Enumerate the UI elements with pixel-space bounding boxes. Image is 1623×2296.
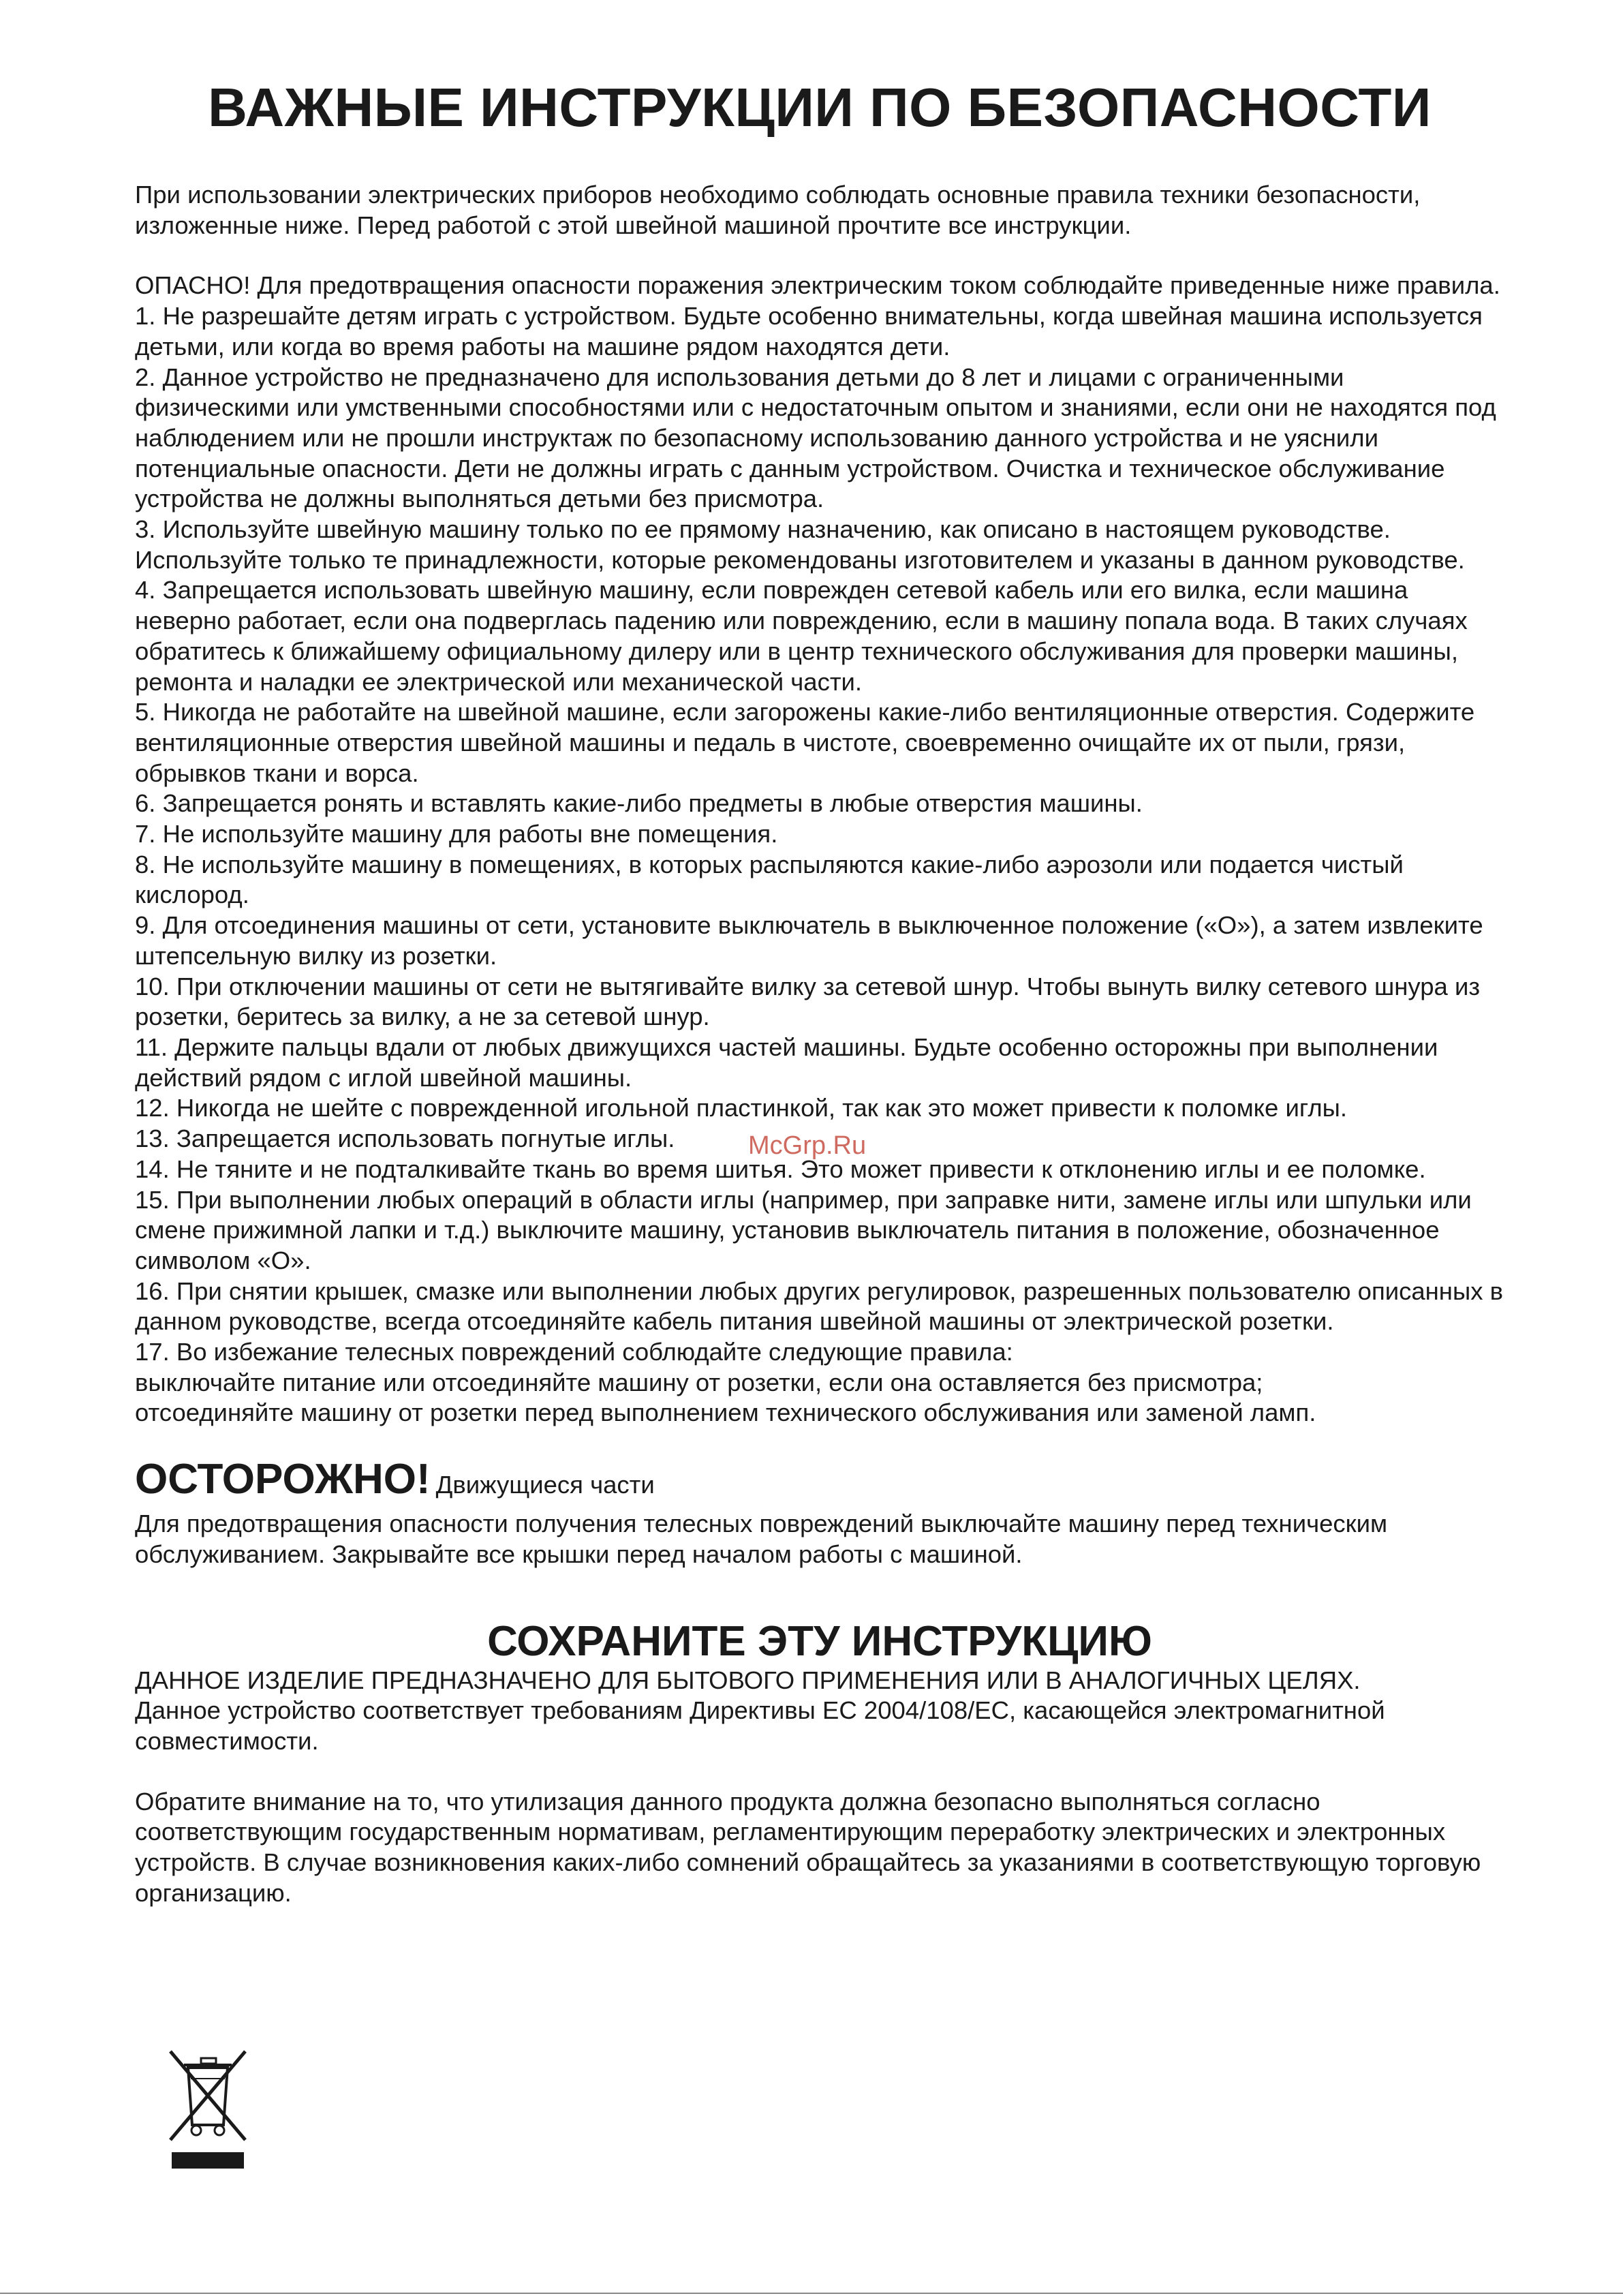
household-notice: ДАННОЕ ИЗДЕЛИЕ ПРЕДНАЗНАЧЕНО ДЛЯ БЫТОВОГО ПРИМЕНЕНИЯ ИЛИ В АНАЛОГИЧНЫХ ЦЕЛЯХ. xyxy=(135,1666,1361,1694)
safety-item-11: 11. Держите пальцы вдали от любых движущихся частей машины. Будьте особенно осторожны при выполнении действий рядом с иглой швейной машины. xyxy=(135,1032,1438,1092)
safety-item-13: 13. Запрещается использовать погнутые иглы. xyxy=(135,1124,675,1153)
page-title: ВАЖНЫЕ ИНСТРУКЦИИ ПО БЕЗОПАСНОСТИ xyxy=(208,77,1432,138)
safety-item-1: 1. Не разрешайте детям играть с устройством. Будьте особенно внимательны, когда швейная машина используется детьми, или когда во время работы на машине рядом находятся дети. xyxy=(135,302,1483,361)
safety-item-2: 2. Данное устройство не предназначено для использования детьми до 8 лет и лицами с ограниченными физическими или умственными способностями или с недостаточным опытом и знаниями, если они не находятся под наблюдением или не прошли инструктаж по безопасному использованию данного устройства и не уяснили потенциальные опасности. Дети не должны играть с данным устройством. Очистка и техническое обслуживание устройства не должны выполняться детьми без присмотра. xyxy=(135,363,1496,513)
safety-item-12: 12. Никогда не шейте с поврежденной игольной пластинкой, так как это может привести к поломке иглы. xyxy=(135,1094,1348,1122)
safety-item-9: 9. Для отсоединения машины от сети, установите выключатель в выключенное положение («O»), а затем извлеките штепсельную вилку из розетки. xyxy=(135,911,1483,970)
safety-item-17-rule-a: выключайте питание или отсоединяйте машину от розетки, если она оставляется без присмотра; xyxy=(135,1368,1263,1396)
disposal-notice: Обратите внимание на то, что утилизация данного продукта должна безопасно выполняться согласно соответствующим государственным нормативам, регламентирующим переработку электрических и электронных устройств. В случае возникновения каких-либо сомнений обращайтесь за указаниями в соответствующую торговую организацию. xyxy=(135,1787,1481,1907)
paragraph-gap xyxy=(135,1757,1504,1787)
safety-item-16: 16. При снятии крышек, смазке или выполнении любых других регулировок, разрешенных пользователю описанных в данном руководстве, всегда отсоединяйте кабель питания швейной машины от электрической розетки. xyxy=(135,1276,1503,1336)
document-body xyxy=(135,180,1504,1908)
safety-item-5: 5. Никогда не работайте на швейной машине, если загорожены какие-либо вентиляционные отверстия. Содержите вентиляционные отверстия швейной машины и педаль в чистоте, своевременно очищайте их от пыли, грязи, обрывков ткани и ворса. xyxy=(135,698,1475,787)
safety-item-4: 4. Запрещается использовать швейную машину, если поврежден сетевой кабель или его вилка, если машина неверно работает, если она подверглась падению или повреждению, если в машину попала вода. В таких случаях обратитесь к ближайшему официальному дилеру или в центр технического обслуживания для проверки машины, ремонта и наладки ее электрической или механической части. xyxy=(135,576,1468,696)
caution-label: ОСТОРОЖНО! xyxy=(135,1456,431,1503)
safety-item-3: 3. Используйте швейную машину только по ее прямому назначению, как описано в настоящем руководстве. Используйте только те принадлежности, которые рекомендованы изготовителем и указаны в данном руководстве. xyxy=(135,515,1465,574)
caution-heading xyxy=(135,1456,1504,1509)
document-page xyxy=(135,75,1504,1908)
caution-text: Для предотвращения опасности получения телесных повреждений выключайте машину перед техническим обслуживанием. Закрывайте все крышки перед началом работы с машиной. xyxy=(135,1510,1388,1568)
danger-intro: ОПАСНО! Для предотвращения опасности поражения электрическим током соблюдайте приведенные ниже правила. xyxy=(135,271,1500,300)
safety-item-6: 6. Запрещается ронять и вставлять какие-либо предметы в любые отверстия машины. xyxy=(135,789,1143,818)
save-instructions-title: СОХРАНИТЕ ЭТУ ИНСТРУКЦИЮ xyxy=(487,1617,1152,1665)
watermark: McGrp.Ru xyxy=(748,1131,867,1160)
safety-item-10: 10. При отключении машины от сети не вытягивайте вилку за сетевой шнур. Чтобы вынуть вилку сетевого шнура из розетки, беритесь за вилку, а не за сетевой шнур. xyxy=(135,972,1481,1031)
safety-item-7: 7. Не используйте машину для работы вне помещения. xyxy=(135,820,778,848)
crossed-out-wheelie-bin-icon xyxy=(164,2045,252,2171)
safety-item-14: 14. Не тяните и не подталкивайте ткань во время шитья. Это может привести к отклонению иглы и ее поломке. xyxy=(135,1154,1426,1183)
safety-item-8: 8. Не используйте машину в помещениях, в которых распыляются какие-либо аэрозоли или подается чистый кислород. xyxy=(135,850,1404,909)
caution-subtitle: Движущиеся части xyxy=(435,1471,655,1499)
safety-item-17-rule-b: отсоединяйте машину от розетки перед выполнением технического обслуживания или заменой ламп. xyxy=(135,1398,1316,1427)
paragraph-gap xyxy=(135,241,1504,271)
page-bottom-rule xyxy=(0,2293,1623,2294)
safety-item-17: 17. Во избежание телесных повреждений соблюдайте следующие правила: xyxy=(135,1338,1013,1366)
intro-paragraph: При использовании электрических приборов необходимо соблюдать основные правила техники безопасности, изложенные ниже. Перед работой с этой швейной машиной прочтите все инструкции. xyxy=(135,181,1421,239)
directive-notice: Данное устройство соответствует требованиям Директивы ЕС 2004/108/ЕС, касающейся электромагнитной совместимости. xyxy=(135,1696,1385,1755)
safety-item-15: 15. При выполнении любых операций в области иглы (например, при заправке нити, замене иглы или шпульки или смене прижимной лапки и т.д.) выключите машину, установив выключатель питания в положение, обозначенное символом «O». xyxy=(135,1185,1472,1274)
